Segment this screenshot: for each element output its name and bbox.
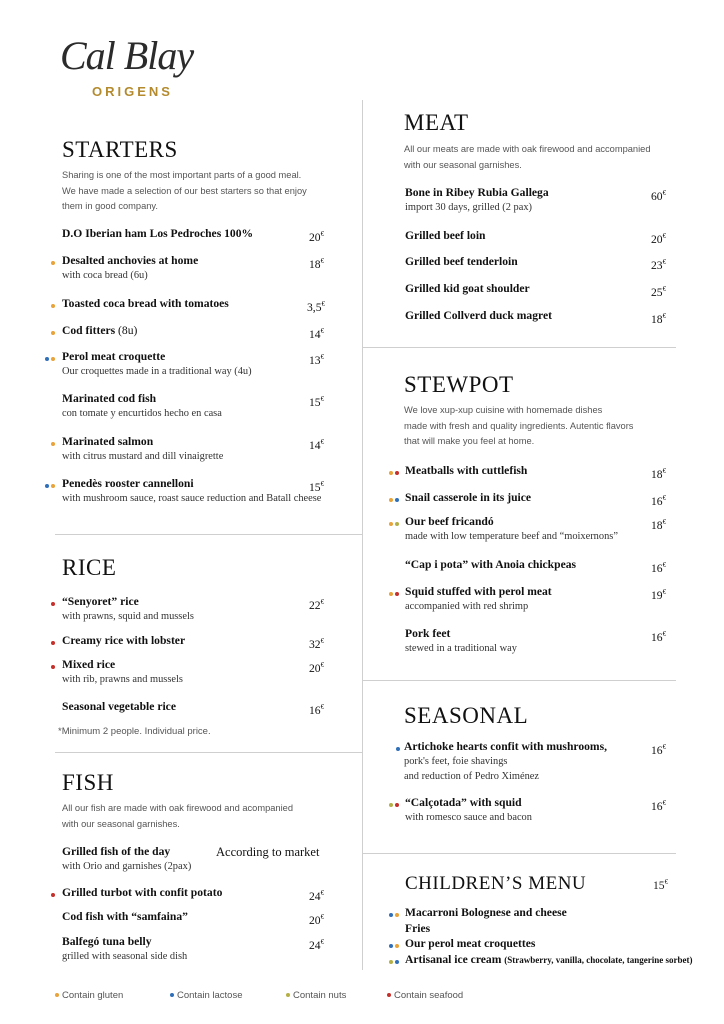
seasonal-title: SEASONAL [404,703,529,728]
gluten-icon [51,304,55,308]
menu-item: Toasted coca bread with tomatoes 3,5€ [62,297,352,311]
menu-item: Grilled fish of the day with Orio and garnishes (2pax) According to market [62,845,320,872]
fish-intro: All our fish are made with oak firewood and acompanied with our seasonal garnishes. [62,803,294,829]
menu-item: Meatballs with cuttlefish 18€ [405,464,695,478]
legend-lactose: Contain lactose [170,990,242,1001]
fish-title: FISH [62,770,114,795]
lactose-icon [395,960,399,964]
menu-item: “Senyoret” rice with prawns, squid and mussels 22€ [62,595,352,624]
menu-item: Marinated salmon with citrus mustard and dill vinaigrette 14€ [62,435,352,464]
gluten-icon [51,357,55,361]
seafood-icon [395,803,399,807]
lactose-icon [389,913,393,917]
menu-item: Snail casserole in its juice 16€ [405,491,695,505]
menu-item: Marinated cod fish con tomate y encurtidos hecho en casa 15€ [62,392,325,419]
menu-item: Grilled kid goat shoulder 25€ [405,282,667,299]
gluten-icon [389,592,393,596]
starters-title: STARTERS [62,137,178,162]
menu-item: Mixed rice with rib, prawns and mussels 20€ [62,658,352,687]
gluten-icon [55,993,59,997]
nuts-icon [389,960,393,964]
menu-item: Fries [405,922,431,935]
menu-item: Artichoke hearts confit with mushrooms, pork's feet, foie shavings and reduction of Pedro Ximénez 16€ [404,740,694,784]
nuts-icon [286,993,290,997]
menu-item: Pork feet stewed in a traditional way 16€ [405,627,667,654]
gluten-icon [51,442,55,446]
seafood-icon [51,893,55,897]
logo-subtitle: ORIGENS [92,84,173,99]
rice-title: RICE [62,555,117,580]
divider-seasonal-children [362,853,676,854]
nuts-icon [395,522,399,526]
menu-item: Our beef fricandó made with low temperature beef and “moixernons” 18€ [405,515,695,544]
children-title: CHILDREN’S MENU [405,873,587,894]
menu-item: Penedès rooster cannelloni with mushroom sauce, roast sauce reduction and Batall cheese 15€ [62,477,352,506]
menu-item: Balfegó tuna belly grilled with seasonal side dish 24€ [62,935,325,962]
lactose-icon [395,498,399,502]
gluten-icon [389,471,393,475]
legend-nuts: Contain nuts [286,990,346,1001]
divider-stewpot-seasonal [362,680,676,681]
menu-item: “Cap i pota” with Anoia chickpeas 16€ [405,558,667,575]
rice-note: *Minimum 2 people. Individual price. [58,726,211,737]
menu-item: Cod fitters (8u) 14€ [62,324,352,338]
seafood-icon [51,641,55,645]
gluten-icon [51,331,55,335]
menu-item: Perol meat croquette Our croquettes made in a traditional way (4u) 13€ [62,350,352,379]
menu-item: Grilled beef tenderloin 23€ [405,255,667,272]
menu-item: Cod fish with “samfaina” 20€ [62,910,325,927]
divider-rice-fish [55,752,362,753]
meat-intro: All our meats are made with oak firewood and accompanied with our seasonal garnishes. [404,144,651,170]
stewpot-title: STEWPOT [404,372,514,397]
menu-item: Squid stuffed with perol meat accompanied with red shrimp 19€ [405,585,695,614]
gluten-icon [51,261,55,265]
menu-item: Macarroni Bolognese and cheese [405,906,695,920]
stewpot-intro: We love xup-xup cuisine with homemade dishes made with fresh and quality ingredients. Autentic flavors that will make you feel at home. [404,405,634,446]
divider-meat-stewpot [362,347,676,348]
logo-wordmark: Cal Blay [60,33,194,78]
lactose-icon [45,357,49,361]
menu-item: Artisanal ice cream (Strawberry, vanilla, chocolate, tangerine sorbet) [405,953,695,967]
gluten-icon [389,498,393,502]
legend-seafood: Contain seafood [387,990,463,1001]
menu-item: Creamy rice with lobster 32€ [62,634,352,648]
seafood-icon [51,602,55,606]
children-price: 15€ [653,878,669,892]
seafood-icon [395,471,399,475]
menu-item: D.O Iberian ham Los Pedroches 100% 20€ [62,227,325,244]
gluten-icon [51,484,55,488]
menu-item: Grilled beef loin 20€ [405,229,667,246]
seafood-icon [395,592,399,596]
column-divider [362,100,363,970]
seafood-icon [387,993,391,997]
menu-item: Grilled turbot with confit potato 24€ [62,886,352,900]
seafood-icon [51,665,55,669]
lactose-icon [170,993,174,997]
lactose-icon [389,944,393,948]
divider-starters-rice [55,534,362,535]
gluten-icon [389,522,393,526]
menu-item: Our perol meat croquettes [405,937,695,951]
gluten-icon [395,944,399,948]
lactose-icon [396,747,400,751]
legend-gluten: Contain gluten [55,990,123,1001]
menu-item: “Calçotada” with squid with romesco sauce and bacon 16€ [405,796,695,825]
menu-item: Bone in Ribey Rubia Gallega import 30 days, grilled (2 pax) 60€ [405,186,667,213]
meat-title: MEAT [404,110,469,135]
menu-item: Grilled Collverd duck magret 18€ [405,309,667,326]
menu-item: Desalted anchovies at home with coca bread (6u) 18€ [62,254,352,283]
gluten-icon [395,913,399,917]
lactose-icon [45,484,49,488]
nuts-icon [389,803,393,807]
starters-intro: Sharing is one of the most important parts of a good meal. We have made a selection of our best starters so that enjoy them in good company. [62,170,307,211]
menu-item: Seasonal vegetable rice 16€ [62,700,325,717]
